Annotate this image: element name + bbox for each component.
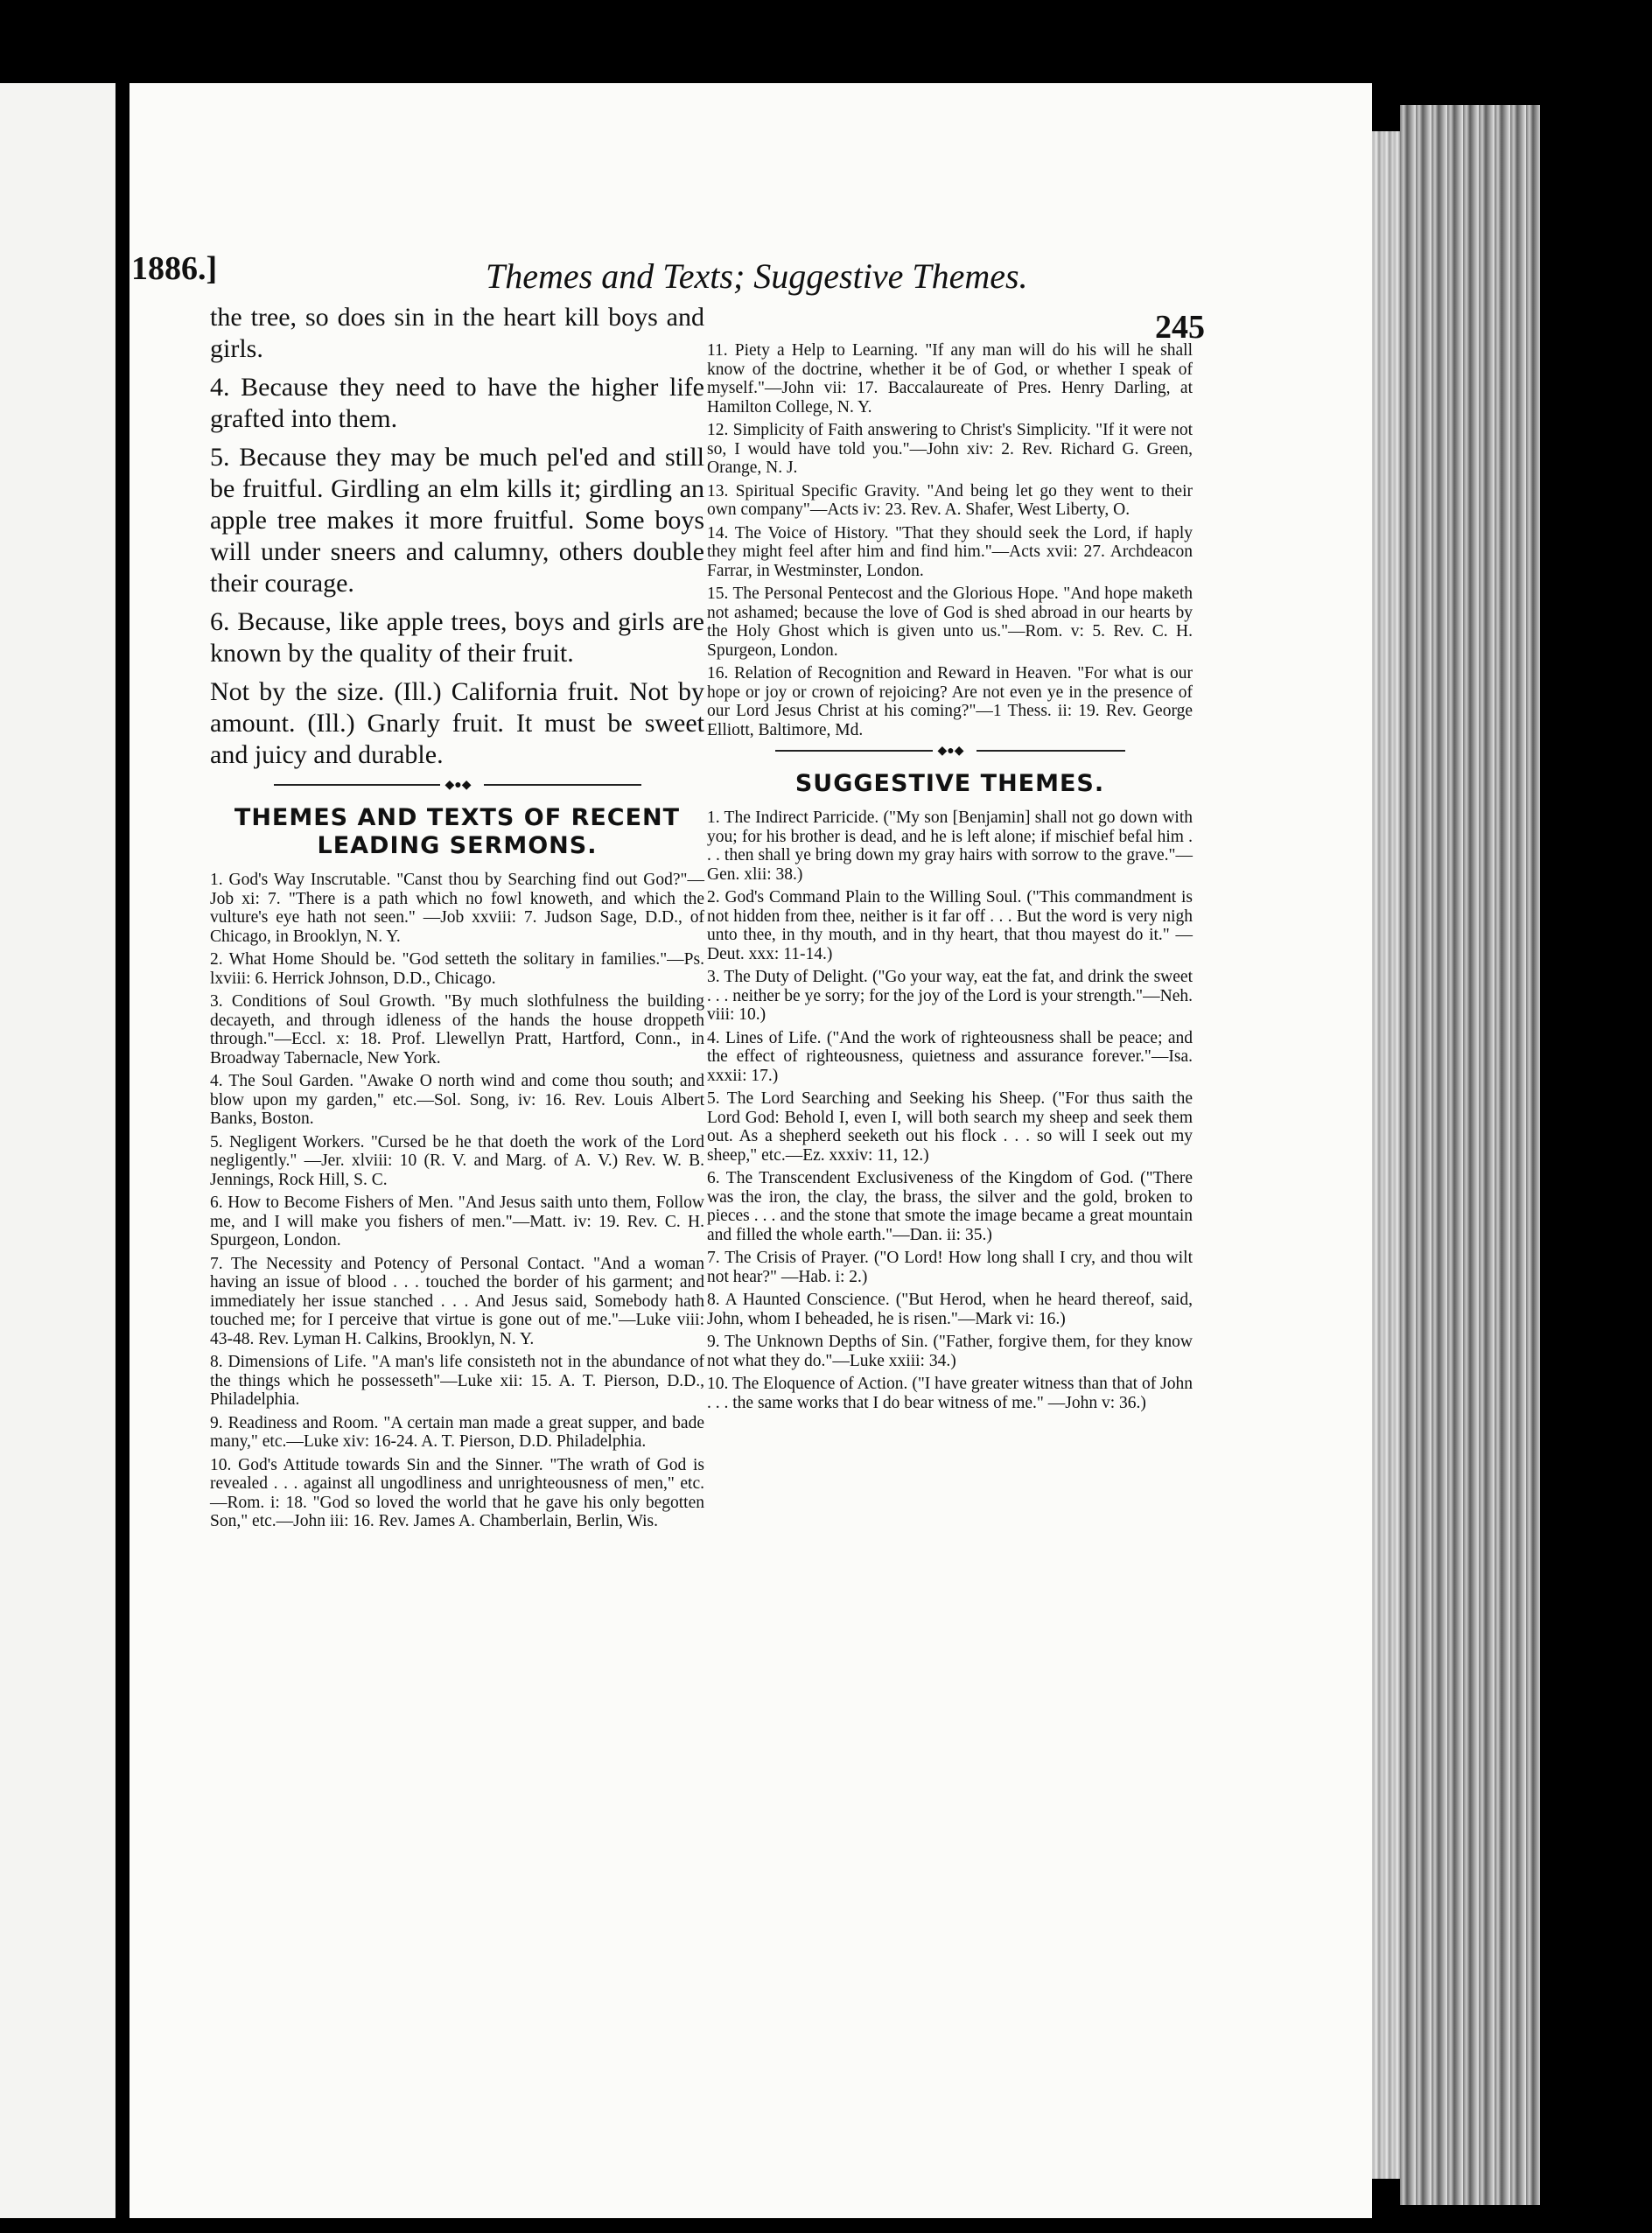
list-item: 8. A Haunted Conscience. ("But Herod, when he heard thereof, said, John, whom I beheaded, he is risen."—Mark vi: 16.) [707,1291,1193,1328]
list-item: 4. Lines of Life. ("And the work of righteousness shall be peace; and the effect of righteousness, quietness and assurance forever."—Isa. xxxii: 17.) [707,1028,1193,1085]
header-year: 1886.] [131,250,218,287]
list-item: 4. The Soul Garden. "Awake O north wind and come thou south; and blow upon my garden," etc.—Sol. Song, iv: 16. Rev. Louis Albert Banks, Boston. [210,1072,704,1128]
section-heading-recent-sermons: THEMES AND TEXTS OF RECENT LEADING SERMONS. [234,804,681,859]
ornamental-rule: ◆●◆ [274,778,641,792]
list-item: 5. The Lord Searching and Seeking his Sheep. ("For thus saith the Lord God: Behold I, even I, will both search my sheep and seek them out. As a shepherd seeketh out his flock . . . so will I seek out my sheep," etc.—Ez. xxxiv: 11, 12.) [707,1089,1193,1165]
list-item: 2. God's Command Plain to the Willing Soul. ("This commandment is not hidden from thee, neither is it far off . . . But the word is very nigh unto thee, in thy mouth, and in thy heart, that thou mayest do it." —Deut. xxx: 11-14.) [707,888,1193,963]
list-item: 6. How to Become Fishers of Men. "And Jesus saith unto them, Follow me, and I will make you fishers of men."—Matt. iv: 19. Rev. C. H. Spurgeon, London. [210,1194,704,1250]
list-item: 10. The Eloquence of Action. ("I have greater witness than that of John . . . the same works that I do bear witness of me." —John v: 36.) [707,1375,1193,1412]
list-item: 3. Conditions of Soul Growth. "By much slothfulness the building decayeth, and through idleness of the hands the house droppeth through."—Eccl. x: 18. Prof. Llewellyn Pratt, Hartford, Conn., in Broadway Tabernacle, New York. [210,992,704,1068]
running-title: Themes and Texts; Suggestive Themes. [486,256,1028,296]
list-item: 16. Relation of Recognition and Reward in Heaven. "For what is our hope or joy or crown of rejoicing? Are not even ye in the presence of our Lord Jesus Christ at his coming?"—1 Thess. ii: 19. Rev. George Elliott, Baltimore, Md. [707,664,1193,739]
paragraph: 6. Because, like apple trees, boys and girls are known by the quality of their fruit. [210,607,704,668]
list-item: 7. The Necessity and Potency of Personal Contact. "And a woman having an issue of blood . . . touched the border of his garment; and immediately her issue stanched . . . And Jesus said, Somebody hath touched me; for I perceive that virtue is gone out of me."—Luke viii: 43-48. Rev. Lyman H. Calkins, Brooklyn, N. Y. [210,1254,704,1348]
list-item: 11. Piety a Help to Learning. "If any man will do his will he shall know of the doctrine, whether it be of God, or whether I speak of myself."—John vii: 17. Baccalaureate of Pres. Henry Darling, at Hamilton College, N. Y. [707,341,1193,416]
left-column [210,302,704,1536]
list-item: 7. The Crisis of Prayer. ("O Lord! How long shall I cry, and thou wilt not hear?" —Hab. i: 2.) [707,1249,1193,1286]
ornamental-rule: ◆●◆ [775,744,1125,758]
paragraph: 4. Because they need to have the higher life grafted into them. [210,373,704,433]
right-column [707,341,1193,1417]
list-item: 8. Dimensions of Life. "A man's life consisteth not in the abundance of the things which he possesseth"—Luke xii: 15. A. T. Pierson, D.D., Philadelphia. [210,1353,704,1409]
list-item: 3. The Duty of Delight. ("Go your way, eat the fat, and drink the sweet . . . neither be ye sorry; for the joy of the Lord is your strength."—Neh. viii: 10.) [707,968,1193,1024]
section-heading-suggestive-themes: SUGGESTIVE THEMES. [794,770,1105,797]
book-fore-edge [1400,105,1540,2205]
list-item: 9. The Unknown Depths of Sin. ("Father, forgive them, for they know not what they do."—Luke xxiii: 34.) [707,1333,1193,1370]
facing-page-edge [0,83,116,2218]
list-item: 13. Spiritual Specific Gravity. "And being let go they went to their own company"—Acts iv: 23. Rev. A. Shafer, West Liberty, O. [707,481,1193,519]
paragraph: Not by the size. (Ill.) California fruit. Not by amount. (Ill.) Gnarly fruit. It must be sweet and juicy and durable. [210,677,704,769]
list-item: 15. The Personal Pentecost and the Glorious Hope. "And hope maketh not ashamed; because the love of God is shed abroad in our hearts by the Holy Ghost which is given unto us."—Rom. v: 5. Rev. C. H. Spurgeon, London. [707,584,1193,660]
list-item: 14. The Voice of History. "That they should seek the Lord, if haply they might feel after him and find him."—Acts xvii: 27. Archdeacon Farrar, in Westminster, London. [707,523,1193,580]
paragraph: 5. Because they may be much pel'ed and still be fruitful. Girdling an elm kills it; girdling an apple tree makes it more fruitful. Some boys will under sneers and calumny, others double their courage. [210,443,704,598]
list-item: 5. Negligent Workers. "Cursed be he that doeth the work of the Lord negligently." —Jer. xlviii: 10 (R. V. and Marg. of A. V.) Rev. W. B. Jennings, Rock Hill, S. C. [210,1132,704,1189]
paragraph: the tree, so does sin in the heart kill boys and girls. [210,303,704,363]
page-number: 245 [1155,309,1205,346]
list-item: 1. The Indirect Parricide. ("My son [Benjamin] shall not go down with you; for his brother is dead, and he is left alone; if mischief befal him . . . then shall ye bring down my gray hairs with sorrow to the grave."—Gen. xlii: 38.) [707,808,1193,884]
list-item: 9. Readiness and Room. "A certain man made a great supper, and bade many," etc.—Luke xiv: 16-24. A. T. Pierson, D.D. Philadelphia. [210,1413,704,1451]
list-item: 2. What Home Should be. "God setteth the solitary in families."—Ps. lxviii: 6. Herrick Johnson, D.D., Chicago. [210,950,704,988]
list-item: 12. Simplicity of Faith answering to Christ's Simplicity. "If it were not so, I would have told you."—John xiv: 2. Rev. Richard G. Green, Orange, N. J. [707,421,1193,477]
list-item: 10. God's Attitude towards Sin and the Sinner. "The wrath of God is revealed . . . against all ungodliness and unrighteousness of men," etc.—Rom. i: 18. "God so loved the world that he gave his only begotten Son," etc.—John iii: 16. Rev. James A. Chamberlain, Berlin, Wis. [210,1455,704,1530]
list-item: 6. The Transcendent Exclusiveness of the Kingdom of God. ("There was the iron, the clay, the brass, the silver and the gold, broken to pieces . . . and the stone that smote the image became a great mountain and filled the whole earth."—Dan. ii: 35.) [707,1169,1193,1244]
list-item: 1. God's Way Inscrutable. "Canst thou by Searching find out God?"—Job xi: 7. "There is a path which no fowl knoweth, and which the vulture's eye hath not seen." —Job xxviii: 7. Judson Sage, D.D., of Chicago, in Brooklyn, N. Y. [210,871,704,946]
